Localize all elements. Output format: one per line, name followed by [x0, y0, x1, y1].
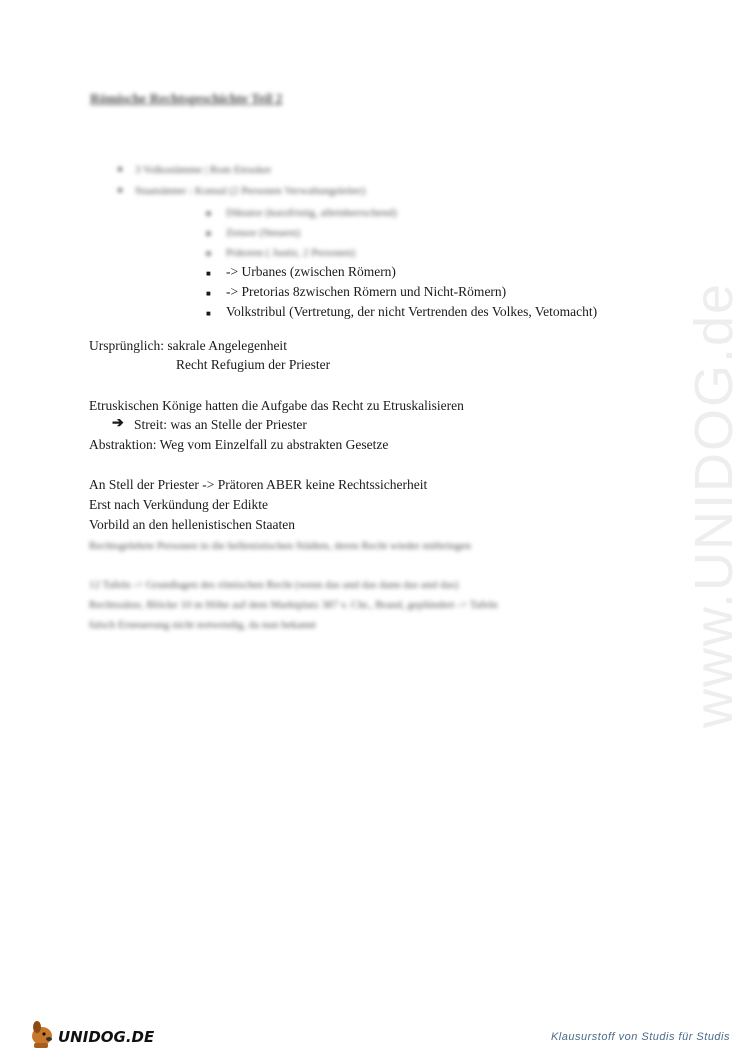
list-item: Prätoren ( Justiz, 2 Personen)	[226, 247, 356, 259]
square-bullet-icon: ■	[206, 229, 211, 238]
stell-line: An Stell der Priester -> Prätoren ABER keine Rechtssicherheit	[89, 477, 428, 492]
logo-text: UNIDOG.DE	[58, 1028, 155, 1046]
origin-line-2: Recht Refugium der Priester	[176, 357, 331, 372]
list-item: Staatsämter : Konsul (2 Personen Verwaltungsleiter)	[135, 185, 366, 197]
square-bullet-icon: ■	[206, 289, 211, 298]
list-item: Diktator (kurzfristig, alleinherrschend)	[226, 207, 397, 219]
list-item: -> Urbanes (zwischen Römern)	[226, 264, 396, 279]
page-title: Römische Rechtsgeschichte Teil 2	[90, 91, 283, 106]
origin-line: Ursprünglich: sakrale Angelegenheit	[89, 338, 287, 353]
bullet-icon: ●	[117, 164, 124, 175]
square-bullet-icon: ■	[206, 209, 211, 218]
blurred-line: falsch Erneuerung nicht notwendig, da nun bekannt	[89, 619, 316, 631]
list-item: Zensor (Steuern)	[226, 227, 301, 239]
list-item: Volkstribul (Vertretung, der nicht Vertrenden des Volkes, Vetomacht)	[226, 304, 598, 319]
edikte-line: Erst nach Verkündung der Edikte	[89, 497, 268, 512]
square-bullet-icon: ■	[206, 269, 211, 278]
abstraktion-line: Abstraktion: Weg vom Einzelfall zu abstrakten Gesetze	[89, 437, 389, 452]
footer-text: Klausurstoff von Studis für Studis	[550, 1031, 730, 1043]
blurred-line: Rechtsgelehrte Personen in die hellenistischen Städten, deren Recht wieder mitbringen	[89, 540, 471, 552]
list-item: -> Pretorias 8zwischen Römern und Nicht-Römern)	[226, 284, 507, 299]
streit-line: Streit: was an Stelle der Priester	[134, 417, 307, 432]
bullet-icon: ●	[117, 185, 124, 196]
vorbild-line: Vorbild an den hellenistischen Staaten	[89, 517, 295, 532]
square-bullet-icon: ■	[206, 249, 211, 258]
right-arrow-icon: ➔	[112, 416, 124, 431]
list-item: 3 Volksstämme | Rom Etrusker	[135, 164, 272, 176]
watermark: www.UNIDOG.de	[684, 281, 744, 729]
etrusk-line: Etruskischen Könige hatten die Aufgabe das Recht zu Etruskalisieren	[89, 398, 464, 413]
blurred-line: Rechtssätze, Blöcke 10 m Höhe auf dem Marktplatz 387 v. Chr., Brand, geplündert -> Tafeln	[89, 599, 498, 611]
square-bullet-icon: ■	[206, 309, 211, 318]
blurred-line: 12 Tafeln -> Grundlagen des römischen Recht (wenn das und das dann das und das)	[89, 579, 459, 591]
